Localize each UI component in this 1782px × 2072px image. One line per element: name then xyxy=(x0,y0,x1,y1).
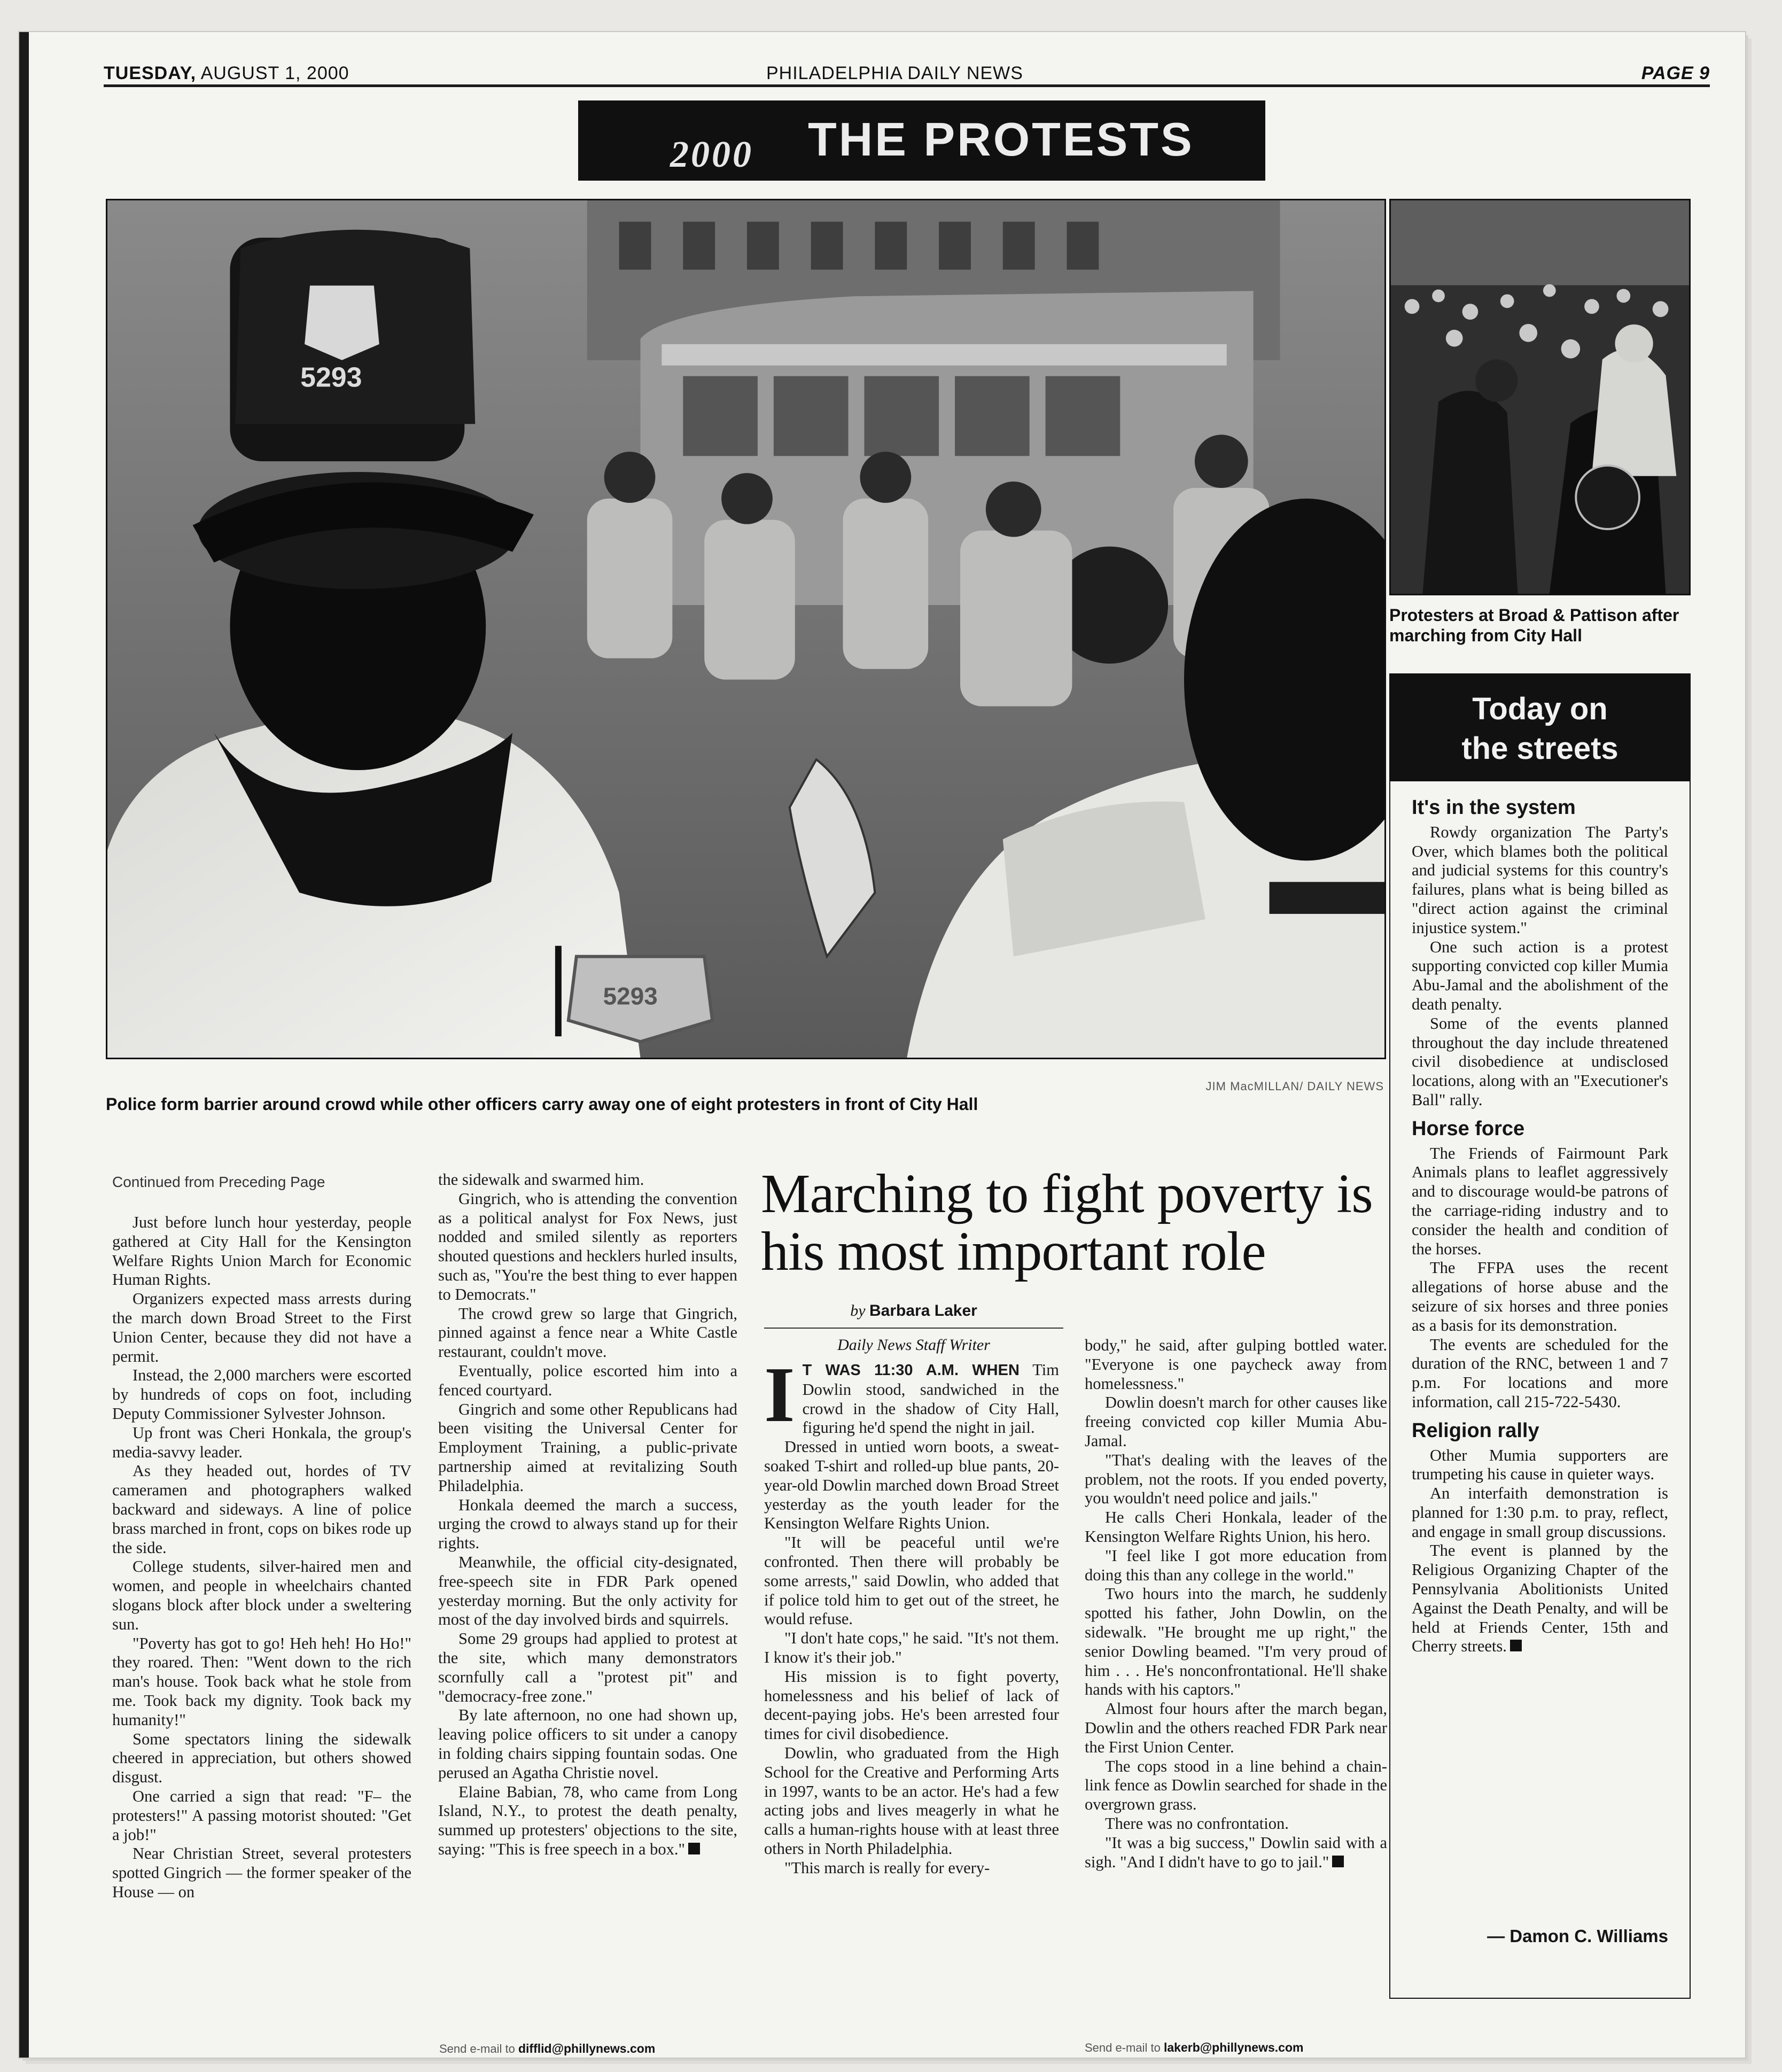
paragraph-last xyxy=(438,1783,737,1859)
sidebar-title-line-2: the streets xyxy=(1461,731,1618,766)
byline-author: Barbara Laker xyxy=(869,1302,977,1320)
paragraph: Rowdy organization The Party's Over, which blames both the political and judicial systems for this country's failures, plans what is being billed as "direct action against the criminal injustice system." xyxy=(1412,822,1668,937)
header-page-number: PAGE 9 xyxy=(1641,63,1710,83)
paragraph: One such action is a protest supporting convicted cop killer Mumia Abu-Jamal and the abolishment of the death penalty. xyxy=(1412,937,1668,1013)
paragraph: The FFPA uses the recent allegations of horse abuse and the seizure of six horses and three ponies as a basis for its demonstration. xyxy=(1412,1259,1668,1334)
lead-paragraph xyxy=(764,1351,1059,1439)
sidebar-today-on-the-streets xyxy=(1389,673,1691,1999)
end-mark-icon xyxy=(1510,1640,1522,1651)
paragraph: Just before lunch hour yesterday, people gathered at City Hall for the Kensington Welfare Rights Union March for Economic Human Rights. xyxy=(112,1213,411,1289)
email-label: Send e-mail to xyxy=(1085,2041,1161,2054)
sidebar-title xyxy=(1390,674,1690,781)
paragraph: Some 29 groups had applied to protest at the site, which many demonstrators scornfully call a "protest pit" and "democracy-free zone." xyxy=(438,1629,737,1705)
email-line xyxy=(1085,2040,1303,2055)
paragraph: Some of the events planned throughout the day include threatened civil disobedience at undisclosed locations, along with an "Executioner's Ball" rally. xyxy=(1412,1014,1668,1109)
paragraph: "I feel like I got more education from doing this than any college in the world." xyxy=(1085,1546,1387,1584)
paragraph: By late afternoon, no one had shown up, leaving police officers to sit under a canopy in folding chairs sipping fountain sodas. One perused an Agatha Christie novel. xyxy=(438,1706,737,1782)
banner-year: 2000 xyxy=(670,134,753,175)
header-day: TUESDAY, xyxy=(104,63,197,83)
paragraph-text: "It was a big success," Dowlin said with a sigh. "And I didn't have to go to jail." xyxy=(1085,1833,1387,1871)
email-address[interactable]: difflid@phillynews.com xyxy=(518,2042,656,2055)
paragraph-text: Elaine Babian, 78, who came from Long Island, N.Y., to protest the death penalty, summed up protesters' objections to the site, saying: "This is free speech in a box." xyxy=(438,1782,737,1858)
photo-credit: JIM MacMILLAN/ DAILY NEWS xyxy=(1205,1080,1384,1093)
lead-caps: T WAS 11:30 A.M. WHEN xyxy=(802,1362,1020,1379)
paragraph: "This march is really for every- xyxy=(784,1858,990,1877)
paragraph: Dressed in untied worn boots, a sweat-soaked T-shirt and rolled-up blue pants, 20-year-old Dowlin marched down Broad Street yesterday as the youth leader for the Kensington Welfare Rights Union. xyxy=(764,1438,1059,1533)
header-paper-name: PHILADELPHIA DAILY NEWS xyxy=(766,63,1023,83)
paragraph: Gingrich, who is attending the convention as a political analyst for Fox News, just nodded and smiled silently as reporters shouted questions and hecklers hurled insults, such as, "You're the best thing to ever happen to Democrats." xyxy=(438,1189,737,1303)
paragraph: The cops stood in a line behind a chain-link fence as Dowlin searched for shade in the overgrown grass. xyxy=(1085,1757,1387,1814)
sidebar-subhead: Horse force xyxy=(1412,1117,1525,1140)
paragraph: Up front was Cheri Honkala, the group's media-savvy leader. xyxy=(112,1423,411,1461)
end-mark-icon xyxy=(688,1843,700,1854)
side-photo-image xyxy=(1391,200,1689,594)
paragraph: The Friends of Fairmount Park Animals plans to leaflet aggressively and to discourage would-be patrons of the carriage-riding industry and to consider the health and condition of the horses. xyxy=(1412,1144,1668,1258)
paragraph: There was no confrontation. xyxy=(1105,1814,1289,1833)
paragraph: Eventually, police escorted him into a fenced courtyard. xyxy=(438,1361,737,1399)
continued-line: Continued from Preceding Page xyxy=(112,1174,325,1190)
story-column-2 xyxy=(438,1170,737,1859)
paragraph: Dowlin doesn't march for other causes like freeing convicted cop killer Mumia Abu-Jamal. xyxy=(1085,1393,1387,1450)
paragraph-last xyxy=(1412,1541,1668,1656)
paragraph: Gingrich and some other Republicans had been visiting the Universal Center for Employment Training, a public-private partnership aimed at revitalizing South Philadelphia. xyxy=(438,1400,737,1495)
svg-text:5293: 5293 xyxy=(603,982,658,1010)
byline xyxy=(764,1302,1063,1320)
main-photo-image xyxy=(107,200,1384,1058)
end-mark-icon xyxy=(1332,1856,1344,1867)
story-column-4 xyxy=(1085,1336,1387,1872)
lead-text: Tim Dowlin stood, sandwiched in the crowd in the shadow of City Hall, figuring he'd spend the night in jail. xyxy=(802,1361,1059,1437)
story-column-3 xyxy=(764,1351,1059,1878)
paragraph: Near Christian Street, several protesters spotted Gingrich — the former speaker of the House — on xyxy=(112,1844,411,1901)
sidebar-signature: — Damon C. Williams xyxy=(1487,1926,1668,1946)
section-banner xyxy=(578,100,1265,181)
paragraph-last xyxy=(1085,1834,1387,1872)
byline-by: by xyxy=(850,1302,866,1320)
paragraph: body," he said, after gulping bottled water. "Everyone is one paycheck away from homelessness." xyxy=(1085,1336,1387,1393)
paragraph: "I don't hate cops," he said. "It's not them. I know it's their job." xyxy=(764,1629,1059,1666)
sidebar-title-line-1: Today on xyxy=(1472,692,1608,726)
main-photo xyxy=(106,199,1386,1059)
running-head xyxy=(104,63,1710,86)
paragraph: Instead, the 2,000 marchers were escorted by hundreds of cops on foot, including Deputy Commissioner Sylvester Johnson. xyxy=(112,1366,411,1423)
paragraph: "That's dealing with the leaves of the problem, not the roots. If you ended poverty, you wouldn't need police and jails." xyxy=(1085,1450,1387,1508)
header-rule xyxy=(104,84,1710,87)
paragraph: Dowlin, who graduated from the High School for the Creative and Performing Arts in 1997, wants to be an actor. He's had a few acting jobs and lives meagerly in what he calls a human-rights house with at least three others in North Philadelphia. xyxy=(764,1743,1059,1858)
byline-rule xyxy=(764,1328,1063,1329)
paragraph: Some spectators lining the sidewalk cheered in appreciation, but others showed disgust. xyxy=(112,1729,411,1787)
paragraph: "Poverty has got to go! Heh heh! Ho Ho!" they roared. Then: "Went down to the rich man's house. Took back what he stole from me. Took back my dignity. Took back my humanity!" xyxy=(112,1634,411,1729)
paragraph: As they headed out, hordes of TV cameramen and photographers walked backward and sideways. A line of police brass marched in front, cops on bikes rode up the side. xyxy=(112,1462,411,1557)
paragraph: Honkala deemed the march a success, urging the crowd to always stand up for their rights. xyxy=(438,1495,737,1553)
paragraph: Other Mumia supporters are trumpeting his cause in quieter ways. xyxy=(1412,1446,1668,1484)
story-column-1 xyxy=(112,1213,411,1902)
paragraph: Meanwhile, the official city-designated, free-speech site in FDR Park opened yesterday morning. But the only activity for most of the day involved birds and squirrels. xyxy=(438,1553,737,1629)
sidebar-subhead: It's in the system xyxy=(1412,796,1576,819)
paragraph: Almost four hours after the march began, Dowlin and the others reached FDR Park near the First Union Center. xyxy=(1085,1699,1387,1756)
email-line xyxy=(439,2042,655,2056)
drop-cap: I xyxy=(764,1351,795,1439)
paragraph: The crowd grew so large that Gingrich, pinned against a fence near a White Castle restaurant, couldn't move. xyxy=(438,1304,737,1361)
paragraph: Organizers expected mass arrests during the march down Broad Street to the First Union Center, because they did not have a permit. xyxy=(112,1290,411,1365)
banner-label: THE PROTESTS xyxy=(808,113,1194,166)
main-photo-caption: Police form barrier around crowd while other officers carry away one of eight protesters in front of City Hall xyxy=(106,1095,978,1114)
paragraph-text: The event is planned by the Religious Organizing Chapter of the Pennsylvania Abolitionists United Against the Death Penalty, and will be held at Friends Center, 15th and Cherry streets. xyxy=(1412,1541,1668,1656)
paragraph: One carried a sign that read: "F– the protesters!" A passing motorist shouted: "Get a job!" xyxy=(112,1787,411,1844)
paragraph: His mission is to fight poverty, homelessness and his belief of lack of decent-paying jobs. He's been arrested four times for civil disobedience. xyxy=(764,1667,1059,1743)
email-label: Send e-mail to xyxy=(439,2042,515,2055)
paragraph: He calls Cheri Honkala, leader of the Kensington Welfare Rights Union, his hero. xyxy=(1085,1508,1387,1546)
paragraph: the sidewalk and swarmed him. xyxy=(438,1170,644,1189)
staff-title: Daily News Staff Writer xyxy=(837,1336,990,1354)
email-address[interactable]: lakerb@phillynews.com xyxy=(1163,2040,1304,2054)
paragraph: Two hours into the march, he suddenly spotted his father, John Dowlin, on the sidewalk. "He brought me up right," the senior Dowling beamed. "I'm very proud of him . . . He's nonconfrontational. He'll shake hands with his captors." xyxy=(1085,1585,1387,1699)
header-date xyxy=(104,63,349,84)
side-photo-caption: Protesters at Broad & Pattison after marching from City Hall xyxy=(1389,606,1679,645)
side-photo xyxy=(1389,199,1691,595)
paragraph: College students, silver-haired men and women, and people in wheelchairs chanted slogans block after block under a sweltering sun. xyxy=(112,1557,411,1633)
header-date-text: AUGUST 1, 2000 xyxy=(200,63,349,83)
sidebar-subhead: Religion rally xyxy=(1412,1419,1539,1442)
sidebar-body xyxy=(1412,798,1668,1656)
paragraph: "It will be peaceful until we're confronted. Then there will probably be some arrests," said Dowlin, who added that if police told him to get out of the street, he would refuse. xyxy=(764,1533,1059,1628)
headline: Marching to fight poverty is his most important role xyxy=(761,1163,1373,1282)
paragraph: The events are scheduled for the duration of the RNC, between 1 and 7 p.m. For locations and more information, call 215-722-5430. xyxy=(1412,1335,1668,1411)
paragraph: An interfaith demonstration is planned for 1:30 p.m. to pray, reflect, and engage in small group discussions. xyxy=(1412,1484,1668,1541)
svg-text:5293: 5293 xyxy=(300,361,362,393)
